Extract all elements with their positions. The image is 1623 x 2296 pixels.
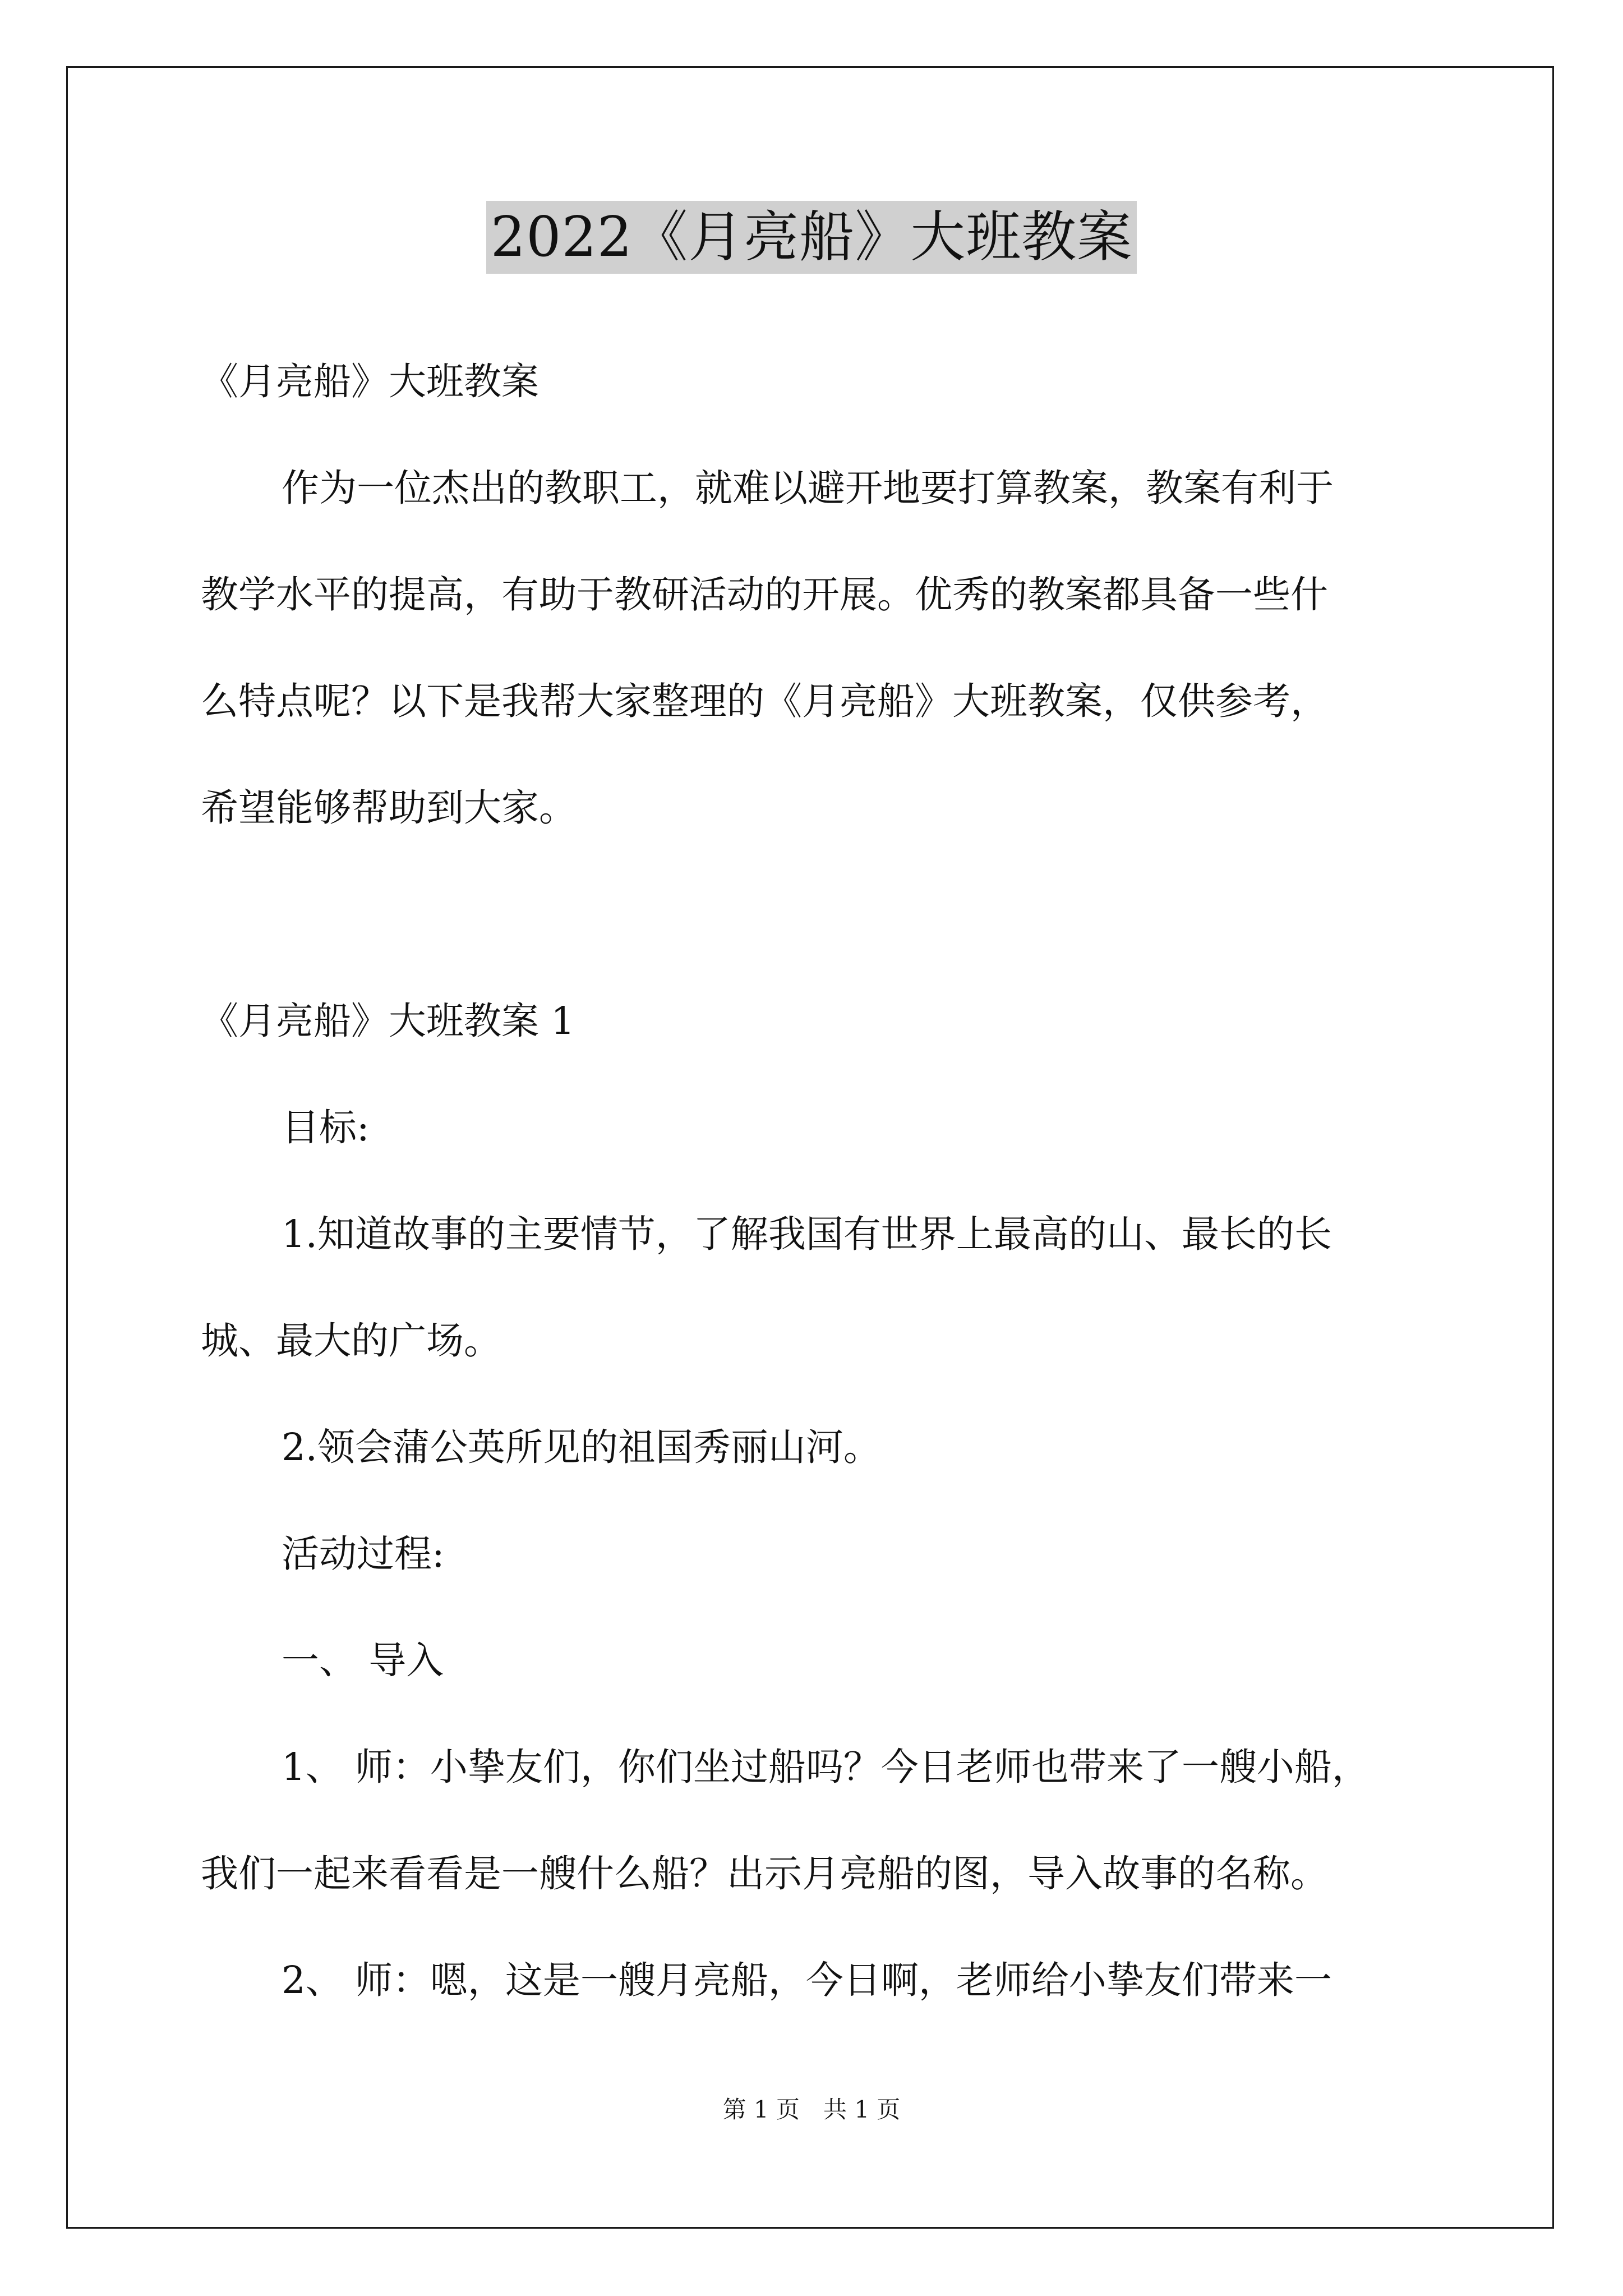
paragraph-line: 城、最大的广场。: [201, 1319, 501, 1363]
paragraph-line: 1、 师：小挚友们，你们坐过船吗？今日老师也带来了一艘小船，: [282, 1745, 1370, 1789]
paragraph-line: 作为一位杰出的教职工，就难以避开地要打算教案，教案有利于: [282, 466, 1334, 510]
paragraph-line: 目标:: [282, 1106, 370, 1149]
paragraph-line: 我们一起来看看是一艘什么船？出示月亮船的图，导入故事的名称。: [201, 1852, 1328, 1895]
document-title: 2022《月亮船》大班教案: [486, 201, 1137, 274]
title-container: [0, 201, 1623, 274]
paragraph-line: 2.领会蒲公英所见的祖国秀丽山河。: [282, 1425, 881, 1469]
paragraph-line: 么特点呢？以下是我帮大家整理的《月亮船》大班教案，仅供参考，: [201, 679, 1328, 723]
paragraph-line: 1.知道故事的主要情节，了解我国有世界上最高的山、最长的长: [282, 1212, 1332, 1256]
paragraph-line: 2、 师：嗯，这是一艘月亮船，今日啊，老师给小挚友们带来一: [282, 1958, 1332, 2002]
paragraph-line: 希望能够帮助到大家。: [201, 786, 577, 830]
paragraph-line: 一、 导入: [282, 1639, 444, 1682]
paragraph-line: 活动过程:: [282, 1532, 445, 1576]
section-heading: 《月亮船》大班教案 1: [201, 999, 575, 1043]
paragraph-line: 教学水平的提高，有助于教研活动的开展。优秀的教案都具备一些什: [201, 573, 1328, 616]
subtitle-line: 《月亮船》大班教案: [201, 360, 539, 403]
page-footer: 第 1 页 共 1 页: [722, 2096, 901, 2123]
